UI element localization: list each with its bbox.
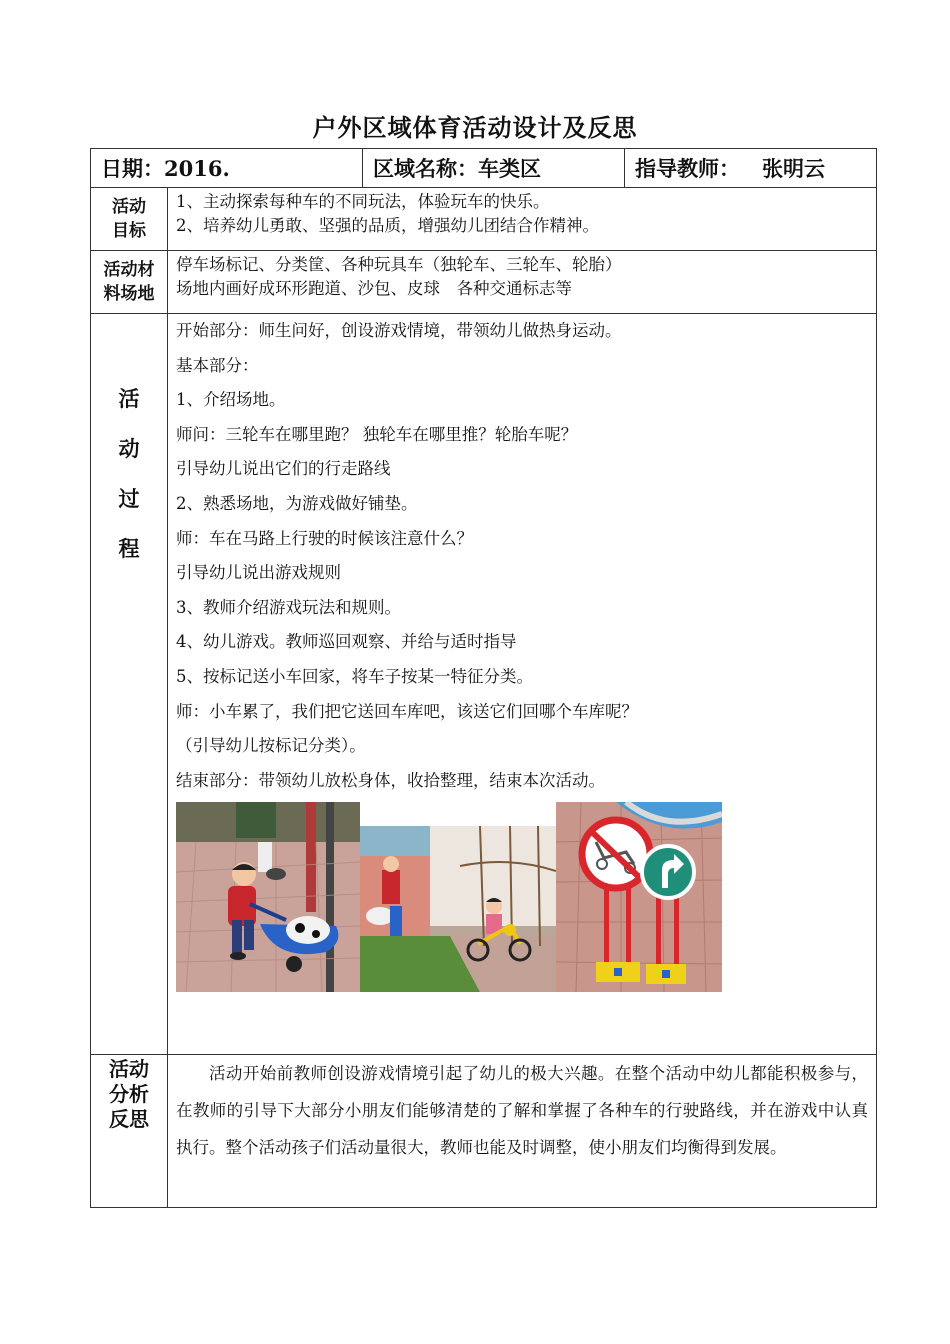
process-content [168, 314, 877, 1055]
goal-label: 活动 目标 [91, 188, 168, 251]
process-line: 引导幼儿说出它们的行走路线 [176, 459, 391, 479]
process-line: 师：车在马路上行驶的时候该注意什么？ [176, 528, 473, 548]
process-line: 1、介绍场地。 [176, 390, 286, 410]
reflection-label: 活动 分析 反思 [91, 1055, 168, 1208]
process-line: 基本部分： [176, 355, 259, 375]
photo-traffic-signs [556, 802, 722, 992]
date-cell [91, 149, 363, 188]
process-label: 活 动 过 程 [91, 314, 168, 1055]
process-line: 师：小车累了，我们把它送回车库吧，该送它们回哪个车库呢？ [176, 701, 638, 721]
reflection-text: 活动开始前教师创设游戏情境引起了幼儿的极大兴趣。在整个活动中幼儿都能积极参与，在教师的引导下大部分小朋友们能够清楚的了解和掌握了各种车的行驶路线，并在游戏中认真执行。整个活动孩子们活动量很大，教师也能及时调整，使小朋友们均衡得到发展。 [176, 1064, 869, 1157]
goal-line: 2、培养幼儿勇敢、坚强的品质，增强幼儿团结合作精神。 [176, 216, 599, 235]
activity-table [90, 148, 877, 1208]
tricycle-image [360, 826, 556, 992]
process-line: 4、幼儿游戏。教师巡回观察、并给与适时指导 [176, 632, 517, 652]
teacher-value: 张明云 [761, 156, 825, 181]
materials-row [91, 251, 877, 314]
process-line: 3、教师介绍游戏玩法和规则。 [176, 597, 401, 617]
reflection-row [91, 1055, 877, 1208]
header-row [91, 149, 877, 188]
materials-label: 活动材 料场地 [91, 251, 168, 314]
area-cell [363, 149, 625, 188]
date-value: 2016. [164, 156, 230, 181]
process-line: 师问：三轮车在哪里跑？ 独轮车在哪里推？轮胎车呢？ [176, 424, 578, 444]
page-title: 户外区域体育活动设计及反思 [312, 113, 638, 142]
process-line: （引导幼儿按标记分类）。 [176, 736, 366, 756]
activity-photos [176, 802, 868, 996]
photo-tricycle [360, 826, 556, 992]
photo-wheelbarrow [176, 802, 360, 992]
date-label: 日期： [101, 156, 164, 181]
goal-row [91, 188, 877, 251]
materials-line: 停车场标记、分类筐、各种玩具车（独轮车、三轮车、轮胎） [176, 255, 622, 274]
area-value: 车类区 [478, 156, 542, 181]
process-line: 引导幼儿说出游戏规则 [176, 563, 341, 583]
area-label: 区域名称： [373, 156, 479, 181]
traffic-signs-image [556, 802, 722, 992]
teacher-cell [625, 149, 877, 188]
reflection-content [168, 1055, 877, 1208]
process-line: 结束部分：带领幼儿放松身体，收拾整理，结束本次活动。 [176, 770, 605, 790]
teacher-label: 指导教师： [635, 156, 741, 181]
materials-line: 场地内画好成环形跑道、沙包、皮球 各种交通标志等 [176, 279, 572, 298]
wheelbarrow-image [176, 802, 360, 992]
goal-content [168, 188, 877, 251]
process-line: 2、熟悉场地，为游戏做好铺垫。 [176, 493, 418, 513]
process-row [91, 314, 877, 1055]
goal-line: 1、主动探索每种车的不同玩法，体验玩车的快乐。 [176, 192, 550, 211]
process-line: 5、按标记送小车回家，将车子按某一特征分类。 [176, 666, 533, 686]
process-line: 开始部分：师生问好，创设游戏情境，带领幼儿做热身运动。 [176, 321, 622, 340]
materials-content [168, 251, 877, 314]
